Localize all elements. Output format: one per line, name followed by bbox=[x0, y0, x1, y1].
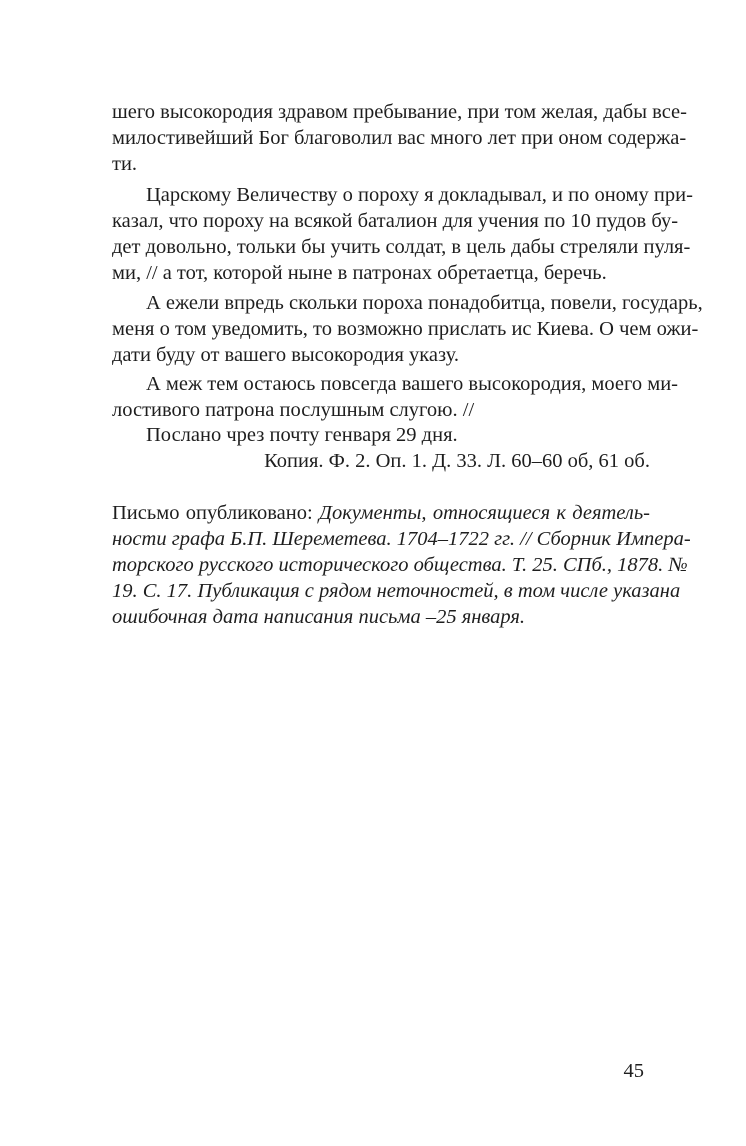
text-line: лостивого патрона послушным слугою. // bbox=[112, 399, 475, 421]
publication-note-citation: ности графа Б.П. Шереметева. 1704–1722 гг. // Сборник Импера- bbox=[112, 528, 691, 550]
text-line: Царскому Величеству о пороху я докладывал, и по оному при- bbox=[146, 184, 693, 206]
archive-source-reference: Копия. Ф. 2. Оп. 1. Д. 33. Л. 60–60 об, 61 об. bbox=[264, 450, 650, 472]
text-line: ти. bbox=[112, 153, 138, 175]
publication-note-citation: ошибочная дата написания письма –25 января. bbox=[112, 606, 526, 628]
text-line: шего высокородия здравом пребывание, при том желая, дабы все- bbox=[112, 101, 687, 123]
publication-note-line bbox=[112, 500, 650, 526]
publication-note-line bbox=[112, 526, 691, 552]
page-number: 45 bbox=[623, 1060, 644, 1082]
text-line: А меж тем остаюсь повсегда вашего высокородия, моего ми- bbox=[146, 373, 679, 395]
publication-note-label: Письмо опубликовано: bbox=[112, 502, 319, 524]
publication-note-citation: торского русского исторического общества. Т. 25. СПб., 1878. № bbox=[112, 554, 688, 576]
text-line: дати буду от вашего высокородия указу. bbox=[112, 344, 460, 366]
text-line: дет довольно, тольки бы учить солдат, в цель дабы стреляли пуля- bbox=[112, 236, 691, 258]
text-line: Послано чрез почту генваря 29 дня. bbox=[146, 424, 458, 446]
text-line: ми, // а тот, которой ныне в патронах обретаетца, беречь. bbox=[112, 262, 607, 284]
publication-note-citation: 19. С. 17. Публикация с рядом неточностей, в том числе указана bbox=[112, 580, 681, 602]
text-line: милостивейший Бог благоволил вас много лет при оном содержа- bbox=[112, 127, 687, 149]
publication-note-citation: Документы, относящиеся к деятель- bbox=[318, 502, 650, 524]
text-line: А ежели впредь скольки пороха понадобитца, повели, государь, bbox=[146, 292, 703, 314]
publication-note-line bbox=[112, 578, 681, 604]
text-line: меня о том уведомить, то возможно прислать ис Киева. О чем ожи- bbox=[112, 318, 699, 340]
text-line: казал, что пороху на всякой баталион для учения по 10 пудов бу- bbox=[112, 210, 679, 232]
publication-note-line bbox=[112, 604, 650, 630]
publication-note-line bbox=[112, 552, 688, 578]
